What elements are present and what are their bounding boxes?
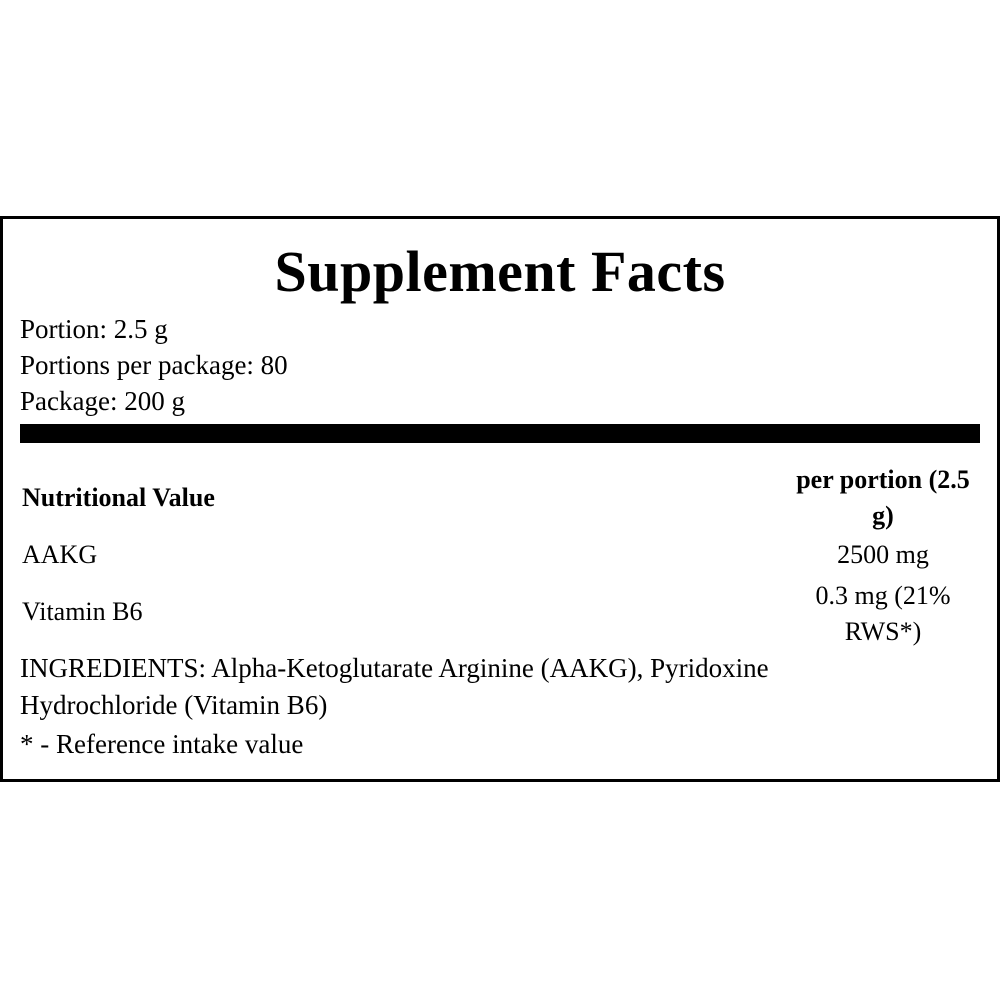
- package-size: Package: 200 g: [20, 386, 185, 416]
- nutritional-value-header: Nutritional Value: [22, 483, 215, 512]
- nutrient-value-aakg: 2500 mg: [837, 540, 929, 569]
- portion-size: Portion: 2.5 g: [20, 314, 168, 344]
- per-portion-header: per portion (2.5 g): [796, 465, 970, 530]
- portions-per-package: Portions per package: 80: [20, 350, 288, 380]
- serving-info: [20, 311, 720, 419]
- nutrient-name-vitamin-b6: Vitamin B6: [22, 597, 143, 626]
- nutrient-name-aakg: AAKG: [22, 540, 98, 569]
- ingredients-text: INGREDIENTS: Alpha-Ketoglutarate Arginine (AAKG), Pyridoxine Hydrochloride (Vitamin B6): [20, 653, 769, 720]
- thick-divider: [20, 424, 980, 443]
- panel-title: Supplement Facts: [274, 239, 726, 304]
- footnote: * - Reference intake value: [20, 729, 304, 759]
- nutrient-value-vitamin-b6: 0.3 mg (21% RWS*): [815, 581, 951, 646]
